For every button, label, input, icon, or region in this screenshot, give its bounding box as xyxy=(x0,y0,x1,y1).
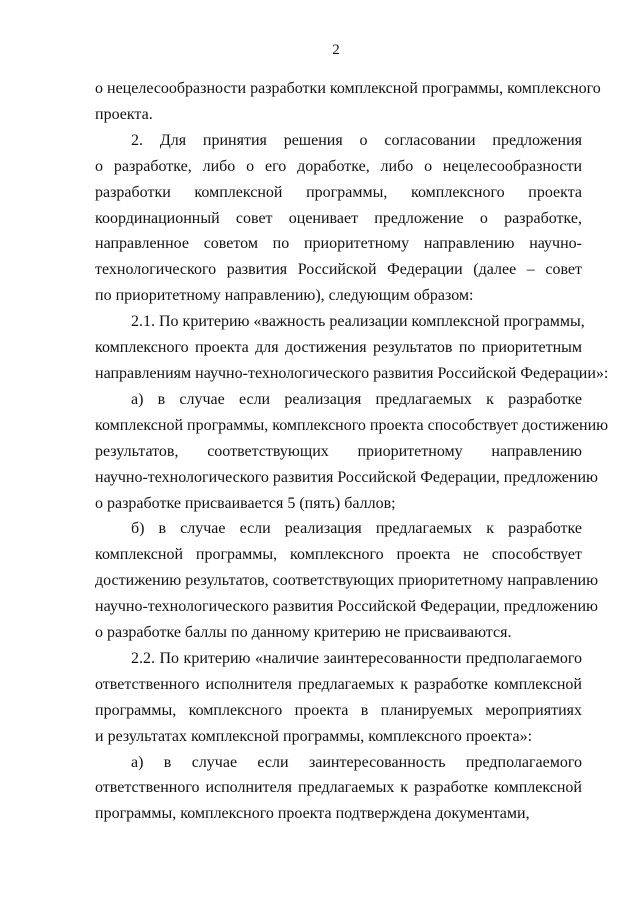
text-line: технологического развития Российской Федерации (далее – совет xyxy=(95,261,582,279)
text-line: разработки комплексной программы, комплексного проекта xyxy=(95,183,582,201)
text-line: комплексного проекта для достижения результатов по приоритетным xyxy=(95,339,582,357)
text-line: о разработке, либо о его доработке, либо о нецелесообразности xyxy=(95,157,582,175)
text-line: научно-технологического развития Российской Федерации, предложению xyxy=(95,468,598,486)
paragraph xyxy=(95,309,609,387)
text-line: а) в случае если реализация предлагаемых к разработке xyxy=(131,390,582,408)
text-line: и результатах комплексной программы, комплексного проекта»: xyxy=(95,727,533,745)
paragraph xyxy=(95,646,582,750)
paragraph xyxy=(95,516,599,646)
text-line: а) в случае если заинтересованность предполагаемого xyxy=(131,753,582,771)
paragraph xyxy=(95,750,582,828)
text-line: направлениям научно-технологического развития Российской Федерации»: xyxy=(95,364,609,382)
text-line: 2.1. По критерию «важность реализации комплексной программы, xyxy=(131,313,585,331)
text-line: комплексной программы, комплексного проекта не способствует xyxy=(95,546,582,564)
text-line: программы, комплексного проекта подтверждена документами, xyxy=(95,805,530,823)
paragraph xyxy=(95,387,609,517)
paragraph xyxy=(95,76,601,128)
text-line: ответственного исполнителя предлагаемых к разработке комплексной xyxy=(95,779,582,797)
text-line: научно-технологического развития Российской Федерации, предложению xyxy=(95,598,598,616)
paragraph xyxy=(95,128,582,309)
text-line: 2. Для принятия решения о согласовании предложения xyxy=(131,131,582,149)
text-line: о разработке присваивается 5 (пять) баллов; xyxy=(95,494,396,512)
text-line: программы, комплексного проекта в планируемых мероприятиях xyxy=(95,701,582,719)
page-number: 2 xyxy=(332,42,340,58)
text-line: б) в случае если реализация предлагаемых к разработке xyxy=(131,520,582,538)
text-line: по приоритетному направлению), следующим образом: xyxy=(95,287,474,305)
text-line: результатов, соответствующих приоритетному направлению xyxy=(95,442,582,460)
text-line: координационный совет оценивает предложение о разработке, xyxy=(95,209,582,227)
text-line: о разработке баллы по данному критерию не присваиваются. xyxy=(95,624,512,642)
text-line: комплексной программы, комплексного проекта способствует достижению xyxy=(95,416,609,434)
text-line: направленное советом по приоритетному направлению научно- xyxy=(95,235,582,253)
text-line: ответственного исполнителя предлагаемых к разработке комплексной xyxy=(95,675,582,693)
document-body xyxy=(95,76,609,827)
text-line: 2.2. По критерию «наличие заинтересованности предполагаемого xyxy=(131,649,582,667)
text-line: проекта. xyxy=(95,105,153,123)
text-line: о нецелесообразности разработки комплексной программы, комплексного xyxy=(95,80,601,97)
text-line: достижению результатов, соответствующих приоритетному направлению xyxy=(95,572,599,590)
